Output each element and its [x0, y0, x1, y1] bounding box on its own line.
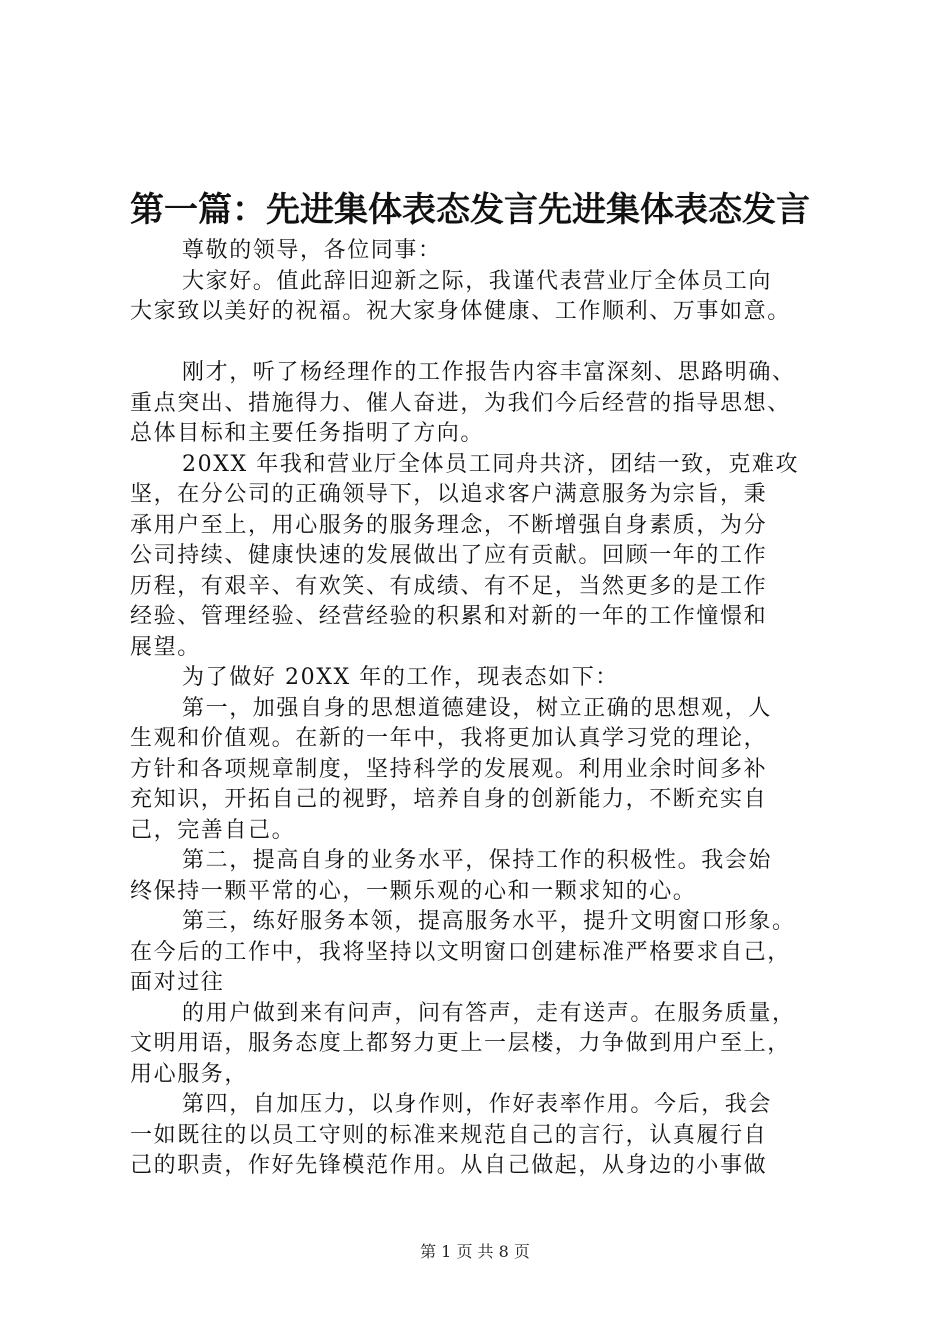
text-line: 重点突出、措施得力、催人奋进，为我们今后经营的指导思想、: [130, 390, 791, 416]
blank-line: [130, 328, 852, 359]
text-line: 承用户至上，用心服务的服务理念，不断增强自身素质，为分: [130, 512, 768, 538]
text-line: 文明用语，服务态度上都努力更上一层楼，力争做到用户至上，: [130, 1031, 791, 1056]
document-body: [130, 236, 852, 1182]
page-footer: 第 1 页 共 8 页: [420, 1242, 530, 1261]
text-line: 坚，在分公司的正确领导下，以追求客户满意服务为宗旨，秉: [130, 482, 768, 507]
text-line: 终保持一颗平常的心，一颗乐观的心和一颗求知的心。: [130, 878, 697, 904]
text-line: 用心服务，: [130, 1061, 249, 1087]
text-line: 面对过往: [130, 970, 225, 995]
text-line: 经验、管理经验、经营经验的积累和对新的一年的工作憧憬和: [130, 604, 768, 629]
text-line: 生观和价值观。在新的一年中，我将更加认真学习党的理论，: [130, 726, 768, 751]
text-line: 第三，练好服务本领，提高服务水平，提升文明窗口形象。: [182, 909, 796, 934]
document-title: 第一篇：先进集体表态发言先进集体表态发言: [130, 190, 810, 230]
text-line: 尊敬的领导，各位同事：: [182, 238, 442, 263]
text-line: 的用户做到来有问声，问有答声，走有送声。在服务质量，: [182, 1000, 796, 1026]
text-line: 大家好。值此辞旧迎新之际，我谨代表营业厅全体员工向: [182, 268, 773, 294]
text-line: 第四，自加压力，以身作则，作好表率作用。今后，我会: [182, 1092, 773, 1117]
text-line: 历程，有艰辛、有欢笑、有成绩、有不足，当然更多的是工作: [130, 573, 768, 599]
text-line: 己的职责，作好先锋模范作用。从自己做起，从身边的小事做: [130, 1153, 768, 1178]
text-line: 方针和各项规章制度，坚持科学的发展观。利用业余时间多补: [130, 756, 768, 782]
text-line: 一如既往的以员工守则的标准来规范自己的言行，认真履行自: [130, 1122, 768, 1148]
text-line: 展望。: [130, 634, 201, 660]
text-line: 刚才，听了杨经理作的工作报告内容丰富深刻、思路明确、: [182, 360, 796, 385]
text-line: 大家致以美好的祝福。祝大家身体健康、工作顺利、万事如意。: [130, 299, 791, 324]
text-line: 己，完善自己。: [130, 817, 296, 843]
text-line: 总体目标和主要任务指明了方向。: [130, 421, 485, 446]
text-line: 第二，提高自身的业务水平，保持工作的积极性。我会始: [182, 848, 773, 873]
text-line: 公司持续、健康快速的发展做出了应有贡献。回顾一年的工作: [130, 543, 768, 568]
text-line: 在今后的工作中，我将坚持以文明窗口创建标准严格要求自己，: [130, 939, 791, 965]
text-line: 第一，加强自身的思想道德建设，树立正确的思想观，人: [182, 695, 773, 721]
text-line: 充知识，开拓自己的视野，培养自身的创新能力，不断充实自: [130, 787, 768, 812]
text-line: 20XX 年我和营业厅全体员工同舟共济，团结一致，克难攻: [182, 451, 800, 477]
text-line: 为了做好 20XX 年的工作，现表态如下：: [182, 665, 619, 690]
